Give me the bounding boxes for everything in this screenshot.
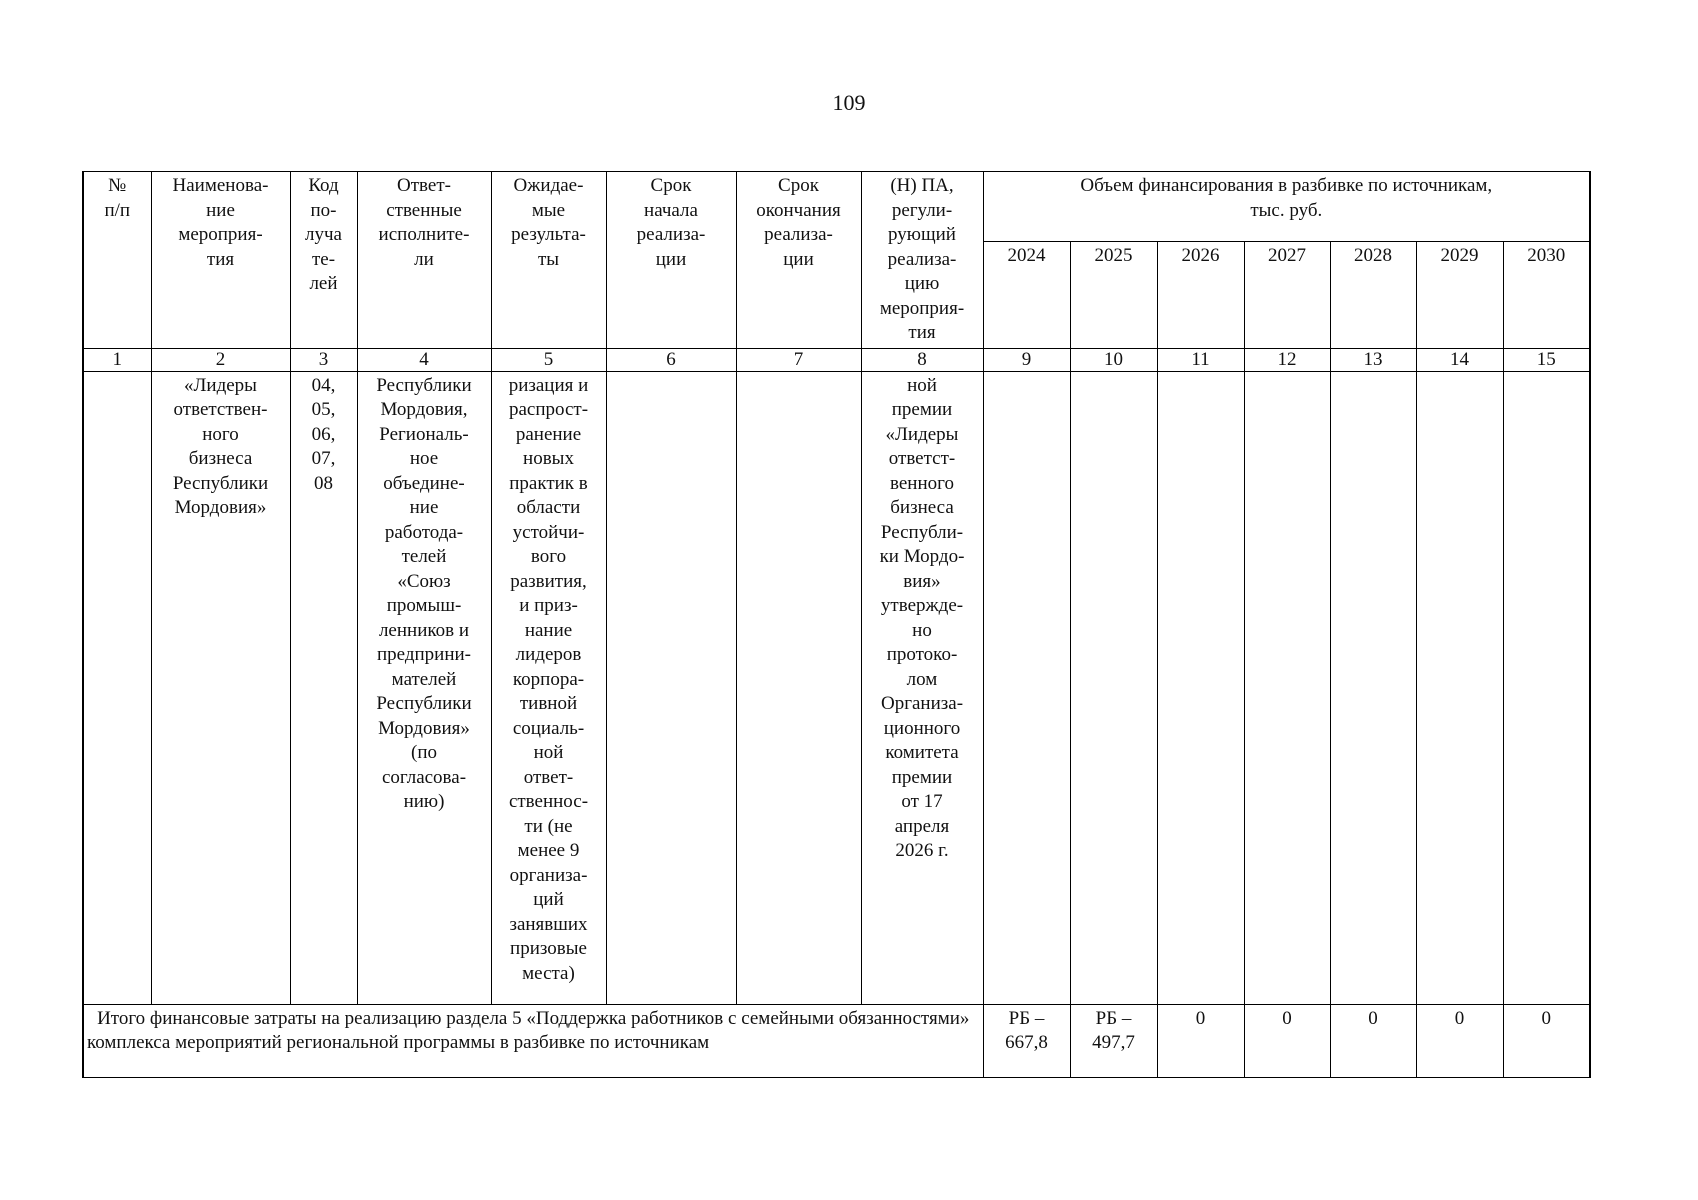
column-number: 12 (1244, 348, 1330, 371)
column-number: 1 (83, 348, 151, 371)
header-end-date: Срок окончания реализа- ции (736, 172, 861, 349)
total-value-2027: 0 (1244, 1004, 1330, 1077)
header-year: 2029 (1416, 241, 1503, 348)
event-name-cell: «Лидеры ответствен- ного бизнеса Республики Мордовия» (151, 371, 290, 1004)
page-number: 109 (832, 90, 866, 115)
header-year: 2027 (1244, 241, 1330, 348)
recipient-code-cell: 04, 05, 06, 07, 08 (290, 371, 357, 1004)
header-event-name: Наименова- ние мероприя- тия (151, 172, 290, 349)
year-value-cell (983, 371, 1070, 1004)
row-number-cell (83, 371, 151, 1004)
column-number: 2 (151, 348, 290, 371)
header-expected-results: Ожидае- мые результа- ты (491, 172, 606, 349)
column-number: 4 (357, 348, 491, 371)
year-value-cell (1416, 371, 1503, 1004)
funding-table (82, 171, 1591, 1078)
column-number: 9 (983, 348, 1070, 371)
expected-results-cell: ризация и распрост- ранение новых практик в области устойчи- вого развития, и приз- нание лидеров корпора- тивной социаль- ной ответ- ственнос- ти (не менее 9 организа- ций занявших призовые места) (491, 371, 606, 1004)
header-recipient-code: Код по- луча те- лей (290, 172, 357, 349)
end-date-cell (736, 371, 861, 1004)
header-row (83, 172, 1590, 242)
header-year: 2026 (1157, 241, 1244, 348)
header-funding-volume: Объем финансирования в разбивке по источникам, тыс. руб. (983, 172, 1590, 242)
total-label: Итого финансовые затраты на реализацию раздела 5 «Поддержка работников с семейными обязанностями» комплекса мероприятий региональной программы в разбивке по источникам (83, 1004, 983, 1077)
header-year: 2028 (1330, 241, 1416, 348)
total-value-2028: 0 (1330, 1004, 1416, 1077)
total-value-2030: 0 (1503, 1004, 1590, 1077)
column-number: 8 (861, 348, 983, 371)
header-year: 2030 (1503, 241, 1590, 348)
header-start-date: Срок начала реализа- ции (606, 172, 736, 349)
total-row (83, 1004, 1590, 1077)
column-number: 5 (491, 348, 606, 371)
year-value-cell (1503, 371, 1590, 1004)
column-number: 13 (1330, 348, 1416, 371)
table-row (83, 371, 1590, 1004)
column-number: 6 (606, 348, 736, 371)
column-number: 3 (290, 348, 357, 371)
year-value-cell (1330, 371, 1416, 1004)
header-number: № п/п (83, 172, 151, 349)
column-numbers-row (83, 348, 1590, 371)
executors-cell: Республики Мордовия, Региональ- ное объедине- ние работода- телей «Союз промыш- ленников и предприни- мателей Республики Мордовия» (по согласова- нию) (357, 371, 491, 1004)
year-value-cell (1070, 371, 1157, 1004)
header-executors: Ответ- ственные исполните- ли (357, 172, 491, 349)
header-year: 2025 (1070, 241, 1157, 348)
column-number: 14 (1416, 348, 1503, 371)
column-number: 10 (1070, 348, 1157, 371)
start-date-cell (606, 371, 736, 1004)
total-value-2025: РБ – 497,7 (1070, 1004, 1157, 1077)
column-number: 11 (1157, 348, 1244, 371)
legal-act-cell: ной премии «Лидеры ответст- венного бизнеса Республи- ки Мордо- вия» утвержде- но протоко- лом Организа- ционного комитета премии от 17 апреля 2026 г. (861, 371, 983, 1004)
year-value-cell (1157, 371, 1244, 1004)
total-value-2029: 0 (1416, 1004, 1503, 1077)
total-value-2026: 0 (1157, 1004, 1244, 1077)
column-number: 15 (1503, 348, 1590, 371)
year-value-cell (1244, 371, 1330, 1004)
header-year: 2024 (983, 241, 1070, 348)
column-number: 7 (736, 348, 861, 371)
header-legal-act: (Н) ПА, регули- рующий реализа- цию мероприя- тия (861, 172, 983, 349)
total-value-2024: РБ – 667,8 (983, 1004, 1070, 1077)
